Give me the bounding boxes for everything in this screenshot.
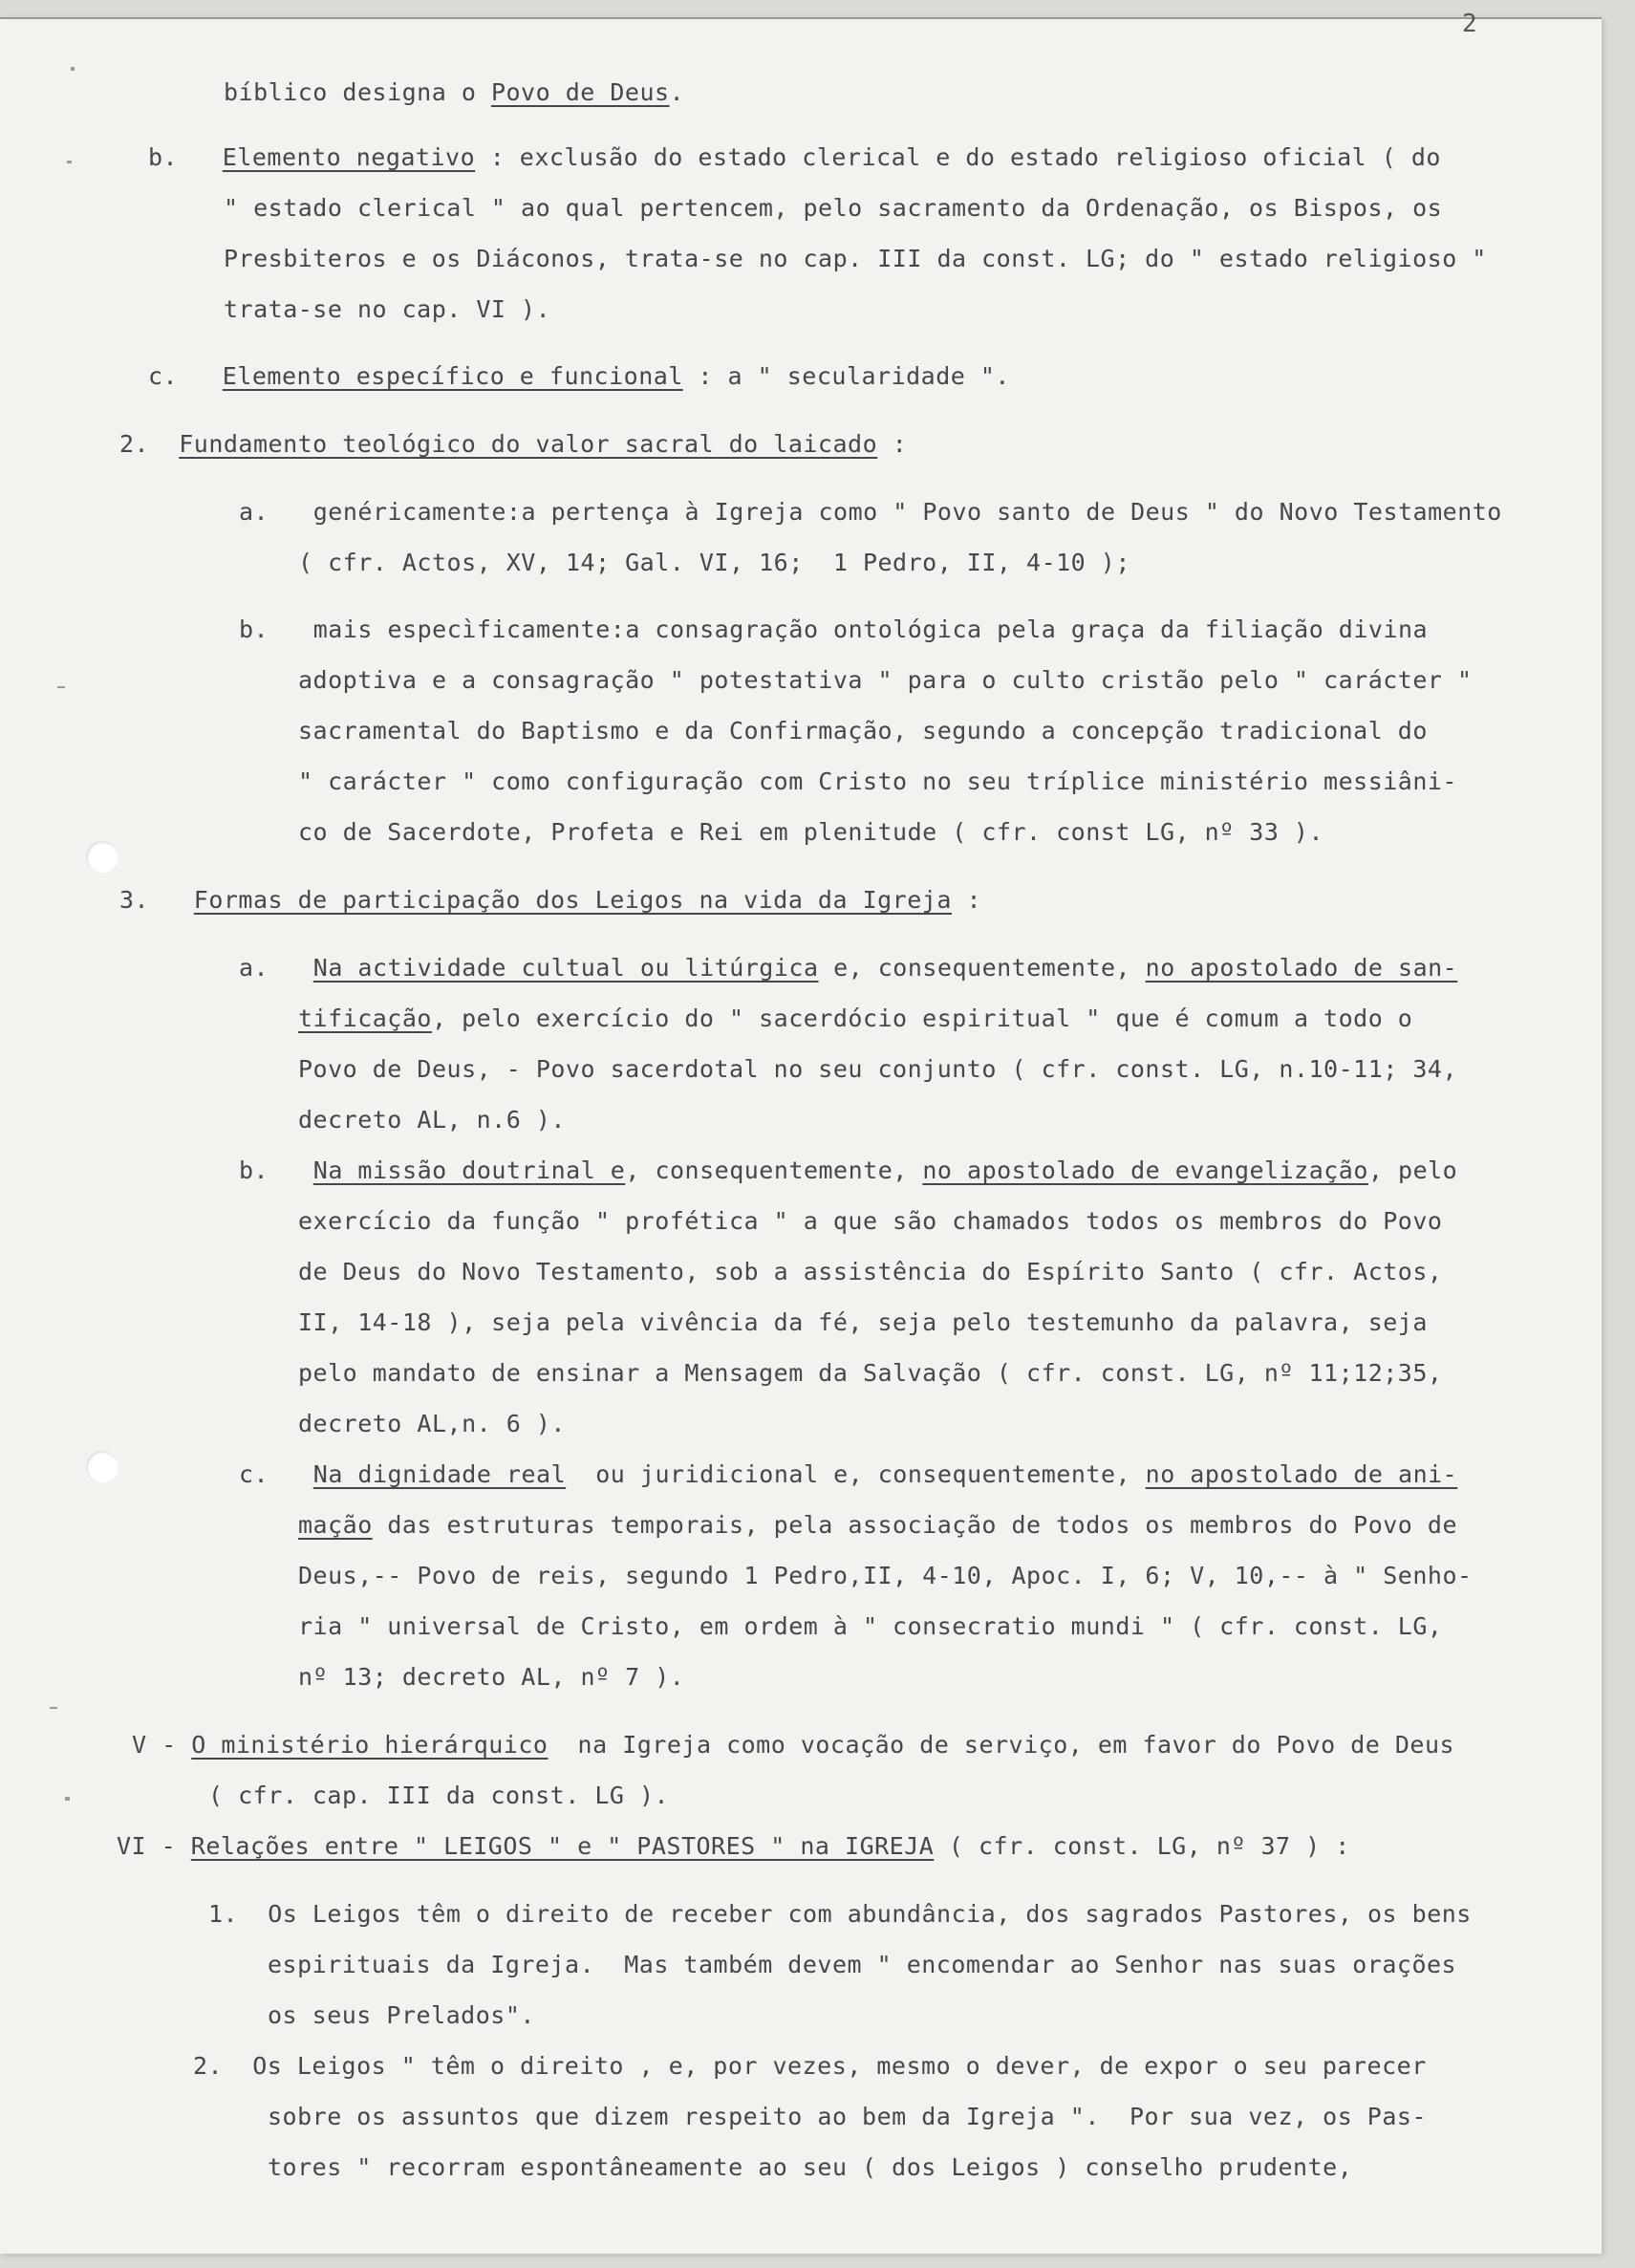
text-run: : a " secularidade ".: [682, 362, 1010, 390]
text-run: bíblico designa o: [224, 78, 491, 106]
text-line: [117, 1832, 1350, 1861]
text-run: trata-se no cap. VI ).: [224, 295, 551, 323]
text-line: [119, 886, 981, 915]
text-run: ( cfr. cap. III da const. LG ).: [208, 1782, 670, 1809]
text-run: V -: [132, 1731, 192, 1759]
text-line: [208, 1782, 669, 1810]
speck-mark: [57, 686, 65, 688]
text-line: [298, 1004, 1412, 1033]
text-line: [268, 1951, 1456, 1979]
text-line: [298, 1410, 566, 1438]
text-run: pelo mandato de ensinar a Mensagem da Salvação ( cfr. const. LG, nº 11;12;35,: [298, 1359, 1443, 1387]
text-line: [298, 717, 1428, 745]
speck-mark: [67, 161, 72, 163]
text-run: das estruturas temporais, pela associação de todos os membros do Povo de: [372, 1511, 1458, 1539]
underlined-text: Elemento específico e funcional: [222, 362, 683, 390]
text-run: c.: [239, 1460, 313, 1488]
underlined-text: no apostolado de san-: [1145, 954, 1458, 982]
text-run: decreto AL,n. 6 ).: [298, 1410, 566, 1437]
text-run: ou juridicional e, consequentemente,: [566, 1460, 1146, 1488]
underlined-text: Formas de participação dos Leigos na vida da Igreja: [193, 886, 952, 914]
text-line: [239, 1156, 1457, 1185]
text-line: [298, 767, 1457, 796]
text-line: [193, 2052, 1427, 2081]
text-run: " estado clerical " ao qual pertencem, pelo sacramento da Ordenação, os Bispos, os: [224, 194, 1443, 222]
text-run: de Deus do Novo Testamento, sob a assistência do Espírito Santo ( cfr. Actos,: [298, 1258, 1443, 1285]
underlined-text: mação: [298, 1511, 373, 1539]
text-line: [298, 1308, 1428, 1337]
text-run: os seus Prelados".: [268, 2001, 535, 2029]
text-run: VI -: [117, 1832, 191, 1860]
text-line: [298, 1258, 1442, 1286]
speck-mark: [71, 67, 75, 71]
text-line: [298, 1055, 1457, 1084]
text-run: : exclusão do estado clerical e do estado religioso oficial ( do: [475, 143, 1441, 171]
text-line: [298, 1562, 1473, 1590]
speck-mark: [65, 1797, 70, 1801]
text-run: espirituais da Igreja. Mas também devem " encomendar ao Senhor nas suas orações: [268, 1951, 1457, 1978]
text-run: b.: [148, 143, 223, 171]
text-run: a. genéricamente:a pertença à Igreja como " Povo santo de Deus " do Novo Testamento: [239, 498, 1502, 526]
underlined-text: Relações entre " LEIGOS " e " PASTORES " na IGREJA: [190, 1832, 935, 1860]
text-run: Presbiteros e os Diáconos, trata-se no cap. III da const. LG; do " estado religioso ": [224, 245, 1487, 272]
text-run: a.: [239, 954, 313, 982]
text-line: [298, 666, 1473, 695]
text-run: sobre os assuntos que dizem respeito ao bem da Igreja ". Por sua vez, os Pas-: [268, 2103, 1427, 2130]
text-run: Deus,-- Povo de reis, segundo 1 Pedro,II, 4-10, Apoc. I, 6; V, 10,-- à " Senho-: [298, 1562, 1473, 1589]
text-line: [239, 1460, 1457, 1489]
text-line: [132, 1731, 1454, 1760]
text-line: [224, 194, 1442, 223]
underlined-text: tificação: [298, 1004, 432, 1032]
text-line: [298, 1612, 1442, 1641]
text-run: b.: [239, 1156, 313, 1184]
text-run: , pelo exercício do " sacerdócio espiritual " que é comum a todo o: [431, 1004, 1413, 1032]
underlined-text: no apostolado de ani-: [1145, 1460, 1458, 1488]
punch-hole: [86, 1451, 118, 1483]
text-line: [298, 1207, 1442, 1236]
text-line: [268, 2001, 535, 2030]
text-run: II, 14-18 ), seja pela vivência da fé, seja pelo testemunho da palavra, seja: [298, 1308, 1428, 1336]
text-run: " carácter " como configuração com Cristo no seu tríplice ministério messiâni-: [298, 767, 1457, 795]
speck-mark: [50, 1707, 57, 1709]
text-line: [148, 362, 1010, 391]
text-line: [224, 245, 1487, 273]
underlined-text: no apostolado de evangelização: [922, 1156, 1368, 1184]
text-run: , pelo: [1367, 1156, 1458, 1184]
text-run: b. mais especìficamente:a consagração ontológica pela graça da filiação divina: [239, 616, 1429, 643]
punch-hole: [86, 841, 118, 874]
underlined-text: Na dignidade real: [312, 1460, 567, 1488]
text-run: sacramental do Baptismo e da Confirmação, segundo a concepção tradicional do: [298, 717, 1428, 745]
text-line: [119, 430, 907, 459]
text-run: ( cfr. Actos, XV, 14; Gal. VI, 16; 1 Pedro, II, 4-10 );: [298, 549, 1130, 576]
text-line: [224, 78, 684, 107]
text-run: e, consequentemente,: [818, 954, 1146, 982]
document-page: [0, 10, 1602, 2254]
text-run: ( cfr. const. LG, nº 37 ) :: [934, 1832, 1350, 1860]
text-run: .: [669, 78, 685, 106]
underlined-text: O ministério hierárquico: [191, 1731, 549, 1759]
text-run: c.: [148, 362, 223, 390]
underlined-text: Fundamento teológico do valor sacral do laicado: [179, 430, 878, 458]
text-run: 3.: [119, 886, 194, 914]
text-run: ria " universal de Cristo, em ordem à " consecratio mundi " ( cfr. const. LG,: [298, 1612, 1443, 1640]
underlined-text: Elemento negativo: [222, 143, 476, 171]
text-run: Povo de Deus, - Povo sacerdotal no seu conjunto ( cfr. const. LG, n.10-11; 34,: [298, 1055, 1457, 1083]
text-run: na Igreja como vocação de serviço, em favor do Povo de Deus: [548, 1731, 1455, 1759]
text-line: [239, 498, 1502, 527]
underlined-text: Na missão doutrinal e: [312, 1156, 626, 1184]
text-line: [208, 1900, 1472, 1929]
text-line: [298, 1663, 684, 1692]
page-number: 2: [1462, 10, 1477, 38]
text-run: decreto AL, n.6 ).: [298, 1106, 566, 1134]
underlined-text: Povo de Deus: [490, 78, 670, 106]
text-run: :: [877, 430, 908, 458]
underlined-text: Na actividade cultual ou litúrgica: [312, 954, 819, 982]
text-run: adoptiva e a consagração " potestativa " para o culto cristão pelo " carácter ": [298, 666, 1473, 694]
text-run: co de Sacerdote, Profeta e Rei em plenitude ( cfr. const LG, nº 33 ).: [298, 818, 1324, 846]
top-rule: [0, 17, 1602, 19]
text-run: :: [951, 886, 981, 914]
text-line: [298, 1511, 1457, 1540]
text-line: [224, 295, 550, 324]
text-run: 1. Os Leigos têm o direito de receber com abundância, dos sagrados Pastores, os bens: [208, 1900, 1472, 1928]
text-line: [298, 549, 1130, 577]
text-line: [239, 954, 1457, 983]
text-line: [239, 616, 1428, 644]
text-line: [298, 1359, 1442, 1388]
text-run: exercício da função " profética " a que são chamados todos os membros do Povo: [298, 1207, 1443, 1235]
text-run: nº 13; decreto AL, nº 7 ).: [298, 1663, 685, 1691]
text-run: , consequentemente,: [625, 1156, 923, 1184]
text-line: [148, 143, 1441, 172]
text-line: [268, 2103, 1427, 2131]
text-line: [298, 818, 1323, 847]
text-run: 2.: [119, 430, 180, 458]
text-run: 2. Os Leigos " têm o direito , e, por vezes, mesmo o dever, de expor o seu parecer: [193, 2052, 1427, 2080]
text-run: tores " recorram espontâneamente ao seu ( dos Leigos ) conselho prudente,: [268, 2153, 1353, 2181]
text-line: [298, 1106, 566, 1134]
text-line: [268, 2153, 1352, 2182]
